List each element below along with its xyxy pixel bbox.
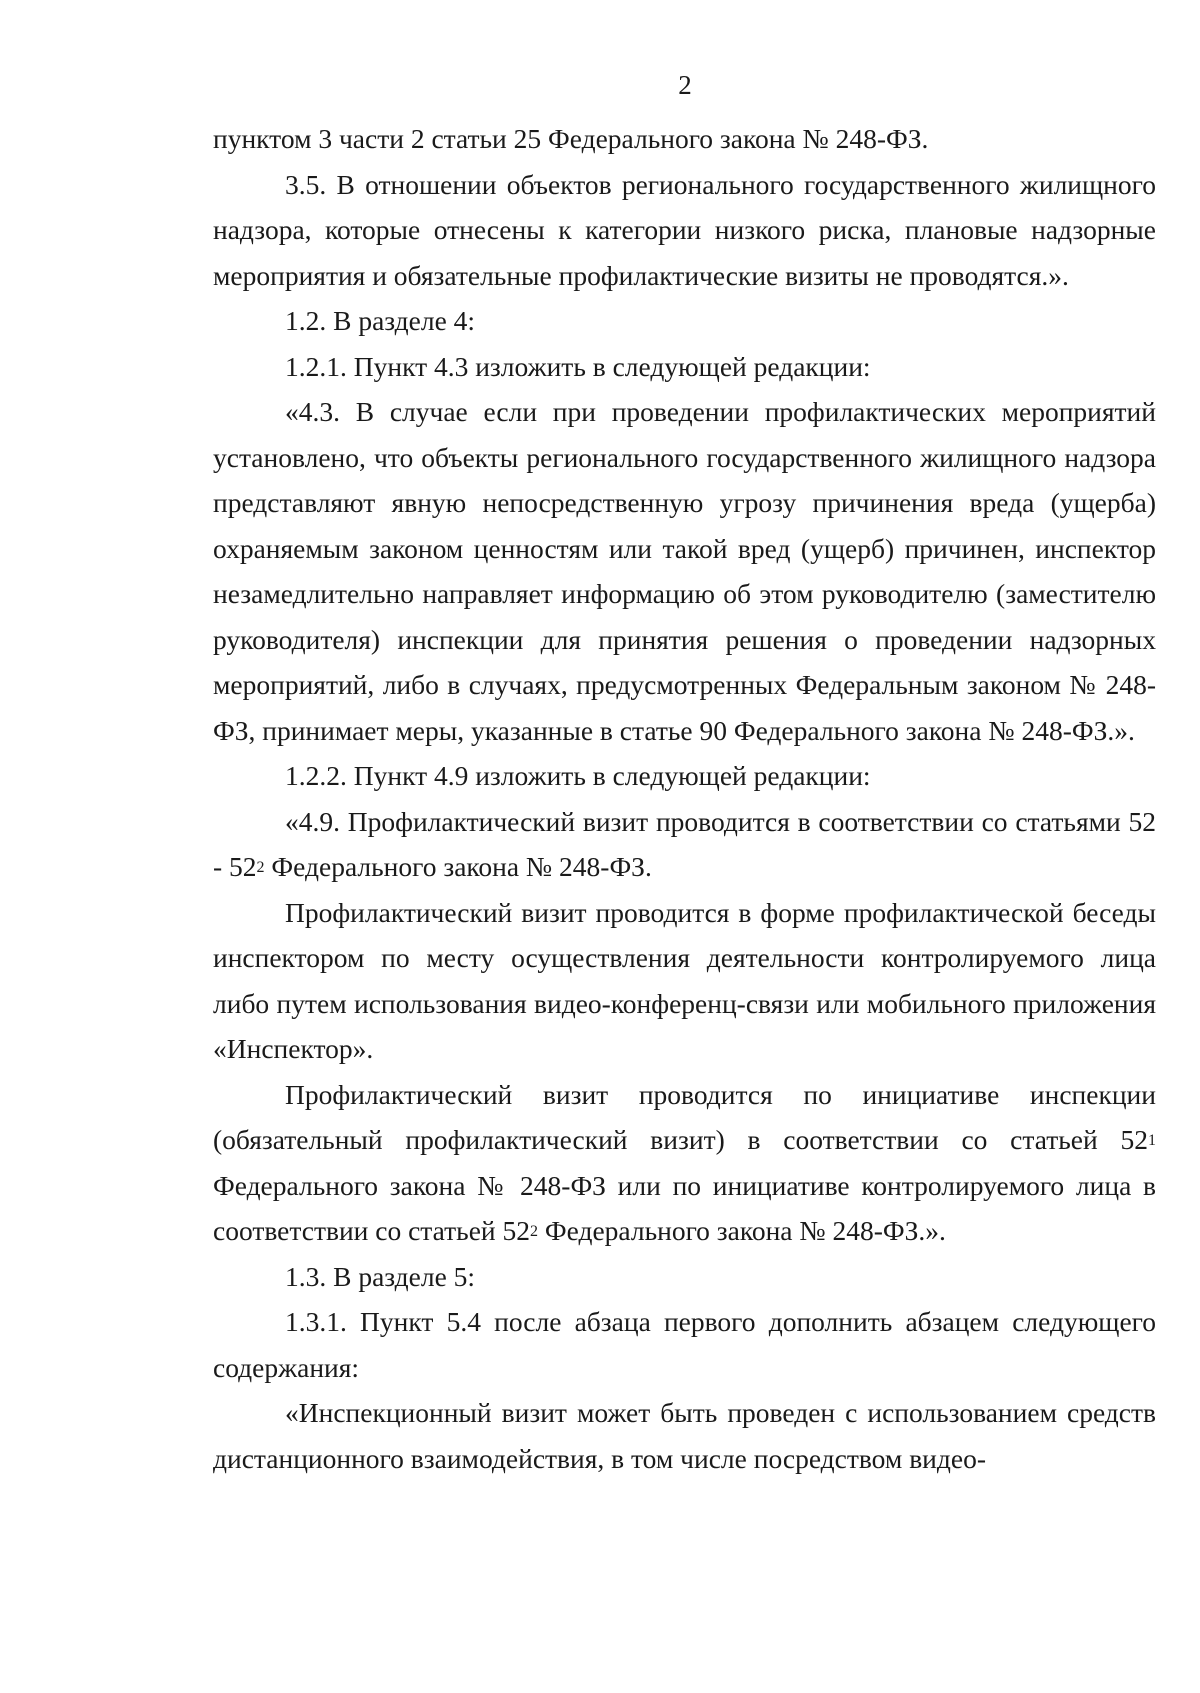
paragraph-continuation: пунктом 3 части 2 статьи 25 Федерального закона № 248-ФЗ. <box>213 123 929 154</box>
paragraph-visit-form: Профилактический визит проводится в форме профилактической беседы инспектором по месту осуществления деятельности контролируемого лица либо путем использования видео-конференц-связи или мобильного приложения «Инспектор». <box>213 896 1156 1064</box>
paragraph-1-3-heading: 1.3. В разделе 5: <box>285 1260 476 1292</box>
paragraph-4-9-superscript: 2 <box>256 859 265 876</box>
paragraph-4-3: «4.3. В случае если при проведении профилактических мероприятий установлено, что объекты регионального государственного жилищного надзора представляют явную непосредственную угрозу причинения вреда (ущерба) охраняемым законом ценностям или такой вред (ущерб) причинен, инспектор незамедлительно направляет информацию об этом руководителю (заместителю руководителя) инспекции для принятия решения о проведении надзорных мероприятий, либо в случаях, предусмотренных Федеральным законом № 248-ФЗ, принимает меры, указанные в статье 90 Федерального закона № 248-ФЗ.». <box>213 396 1156 746</box>
paragraph-visit-initiative <box>213 1072 1156 1254</box>
paragraph-1-3-1: 1.3.1. Пункт 5.4 после абзаца первого дополнить абзацем следующего содержания: <box>213 1306 1156 1383</box>
paragraph-1-2-2: 1.2.2. Пункт 4.9 изложить в следующей редакции: <box>285 760 871 791</box>
paragraph-visit-initiative-superscript-a: 1 <box>1148 1132 1156 1149</box>
paragraph-visit-initiative-superscript-b: 2 <box>530 1223 539 1240</box>
paragraph-4-9-text-a: «4.9. Профилактический визит проводится в соответствии со статьями 52 - 52 <box>213 805 1156 882</box>
paragraph-visit-initiative-text-c: Федерального закона № 248-ФЗ.». <box>538 1215 946 1246</box>
paragraph-3-5: 3.5. В отношении объектов регионального государственного жилищного надзора, которые отнесены к категории низкого риска, плановые надзорные мероприятия и обязательные профилактические визиты не проводятся.». <box>213 168 1156 291</box>
paragraph-4-9-text-b: Федерального закона № 248-ФЗ. <box>264 851 652 882</box>
page-number: 2 <box>678 70 692 100</box>
paragraph-4-9 <box>213 799 1156 890</box>
paragraph-visit-initiative-text-b: Федерального закона № 248-ФЗ или по инициативе контролируемого лица в соответствии со статьей 52 <box>213 1169 1156 1246</box>
paragraph-1-2-1: 1.2.1. Пункт 4.3 изложить в следующей редакции: <box>285 350 871 382</box>
paragraph-1-2-heading: 1.2. В разделе 4: <box>285 305 476 336</box>
paragraph-visit-initiative-text-a: Профилактический визит проводится по инициативе инспекции (обязательный профилактический визит) в соответствии со статьей 52 <box>213 1078 1156 1155</box>
paragraph-inspection-visit: «Инспекционный визит может быть проведен с использованием средств дистанционного взаимодействия, в том числе посредством видео- <box>213 1397 1156 1474</box>
document-body <box>213 116 1156 1481</box>
